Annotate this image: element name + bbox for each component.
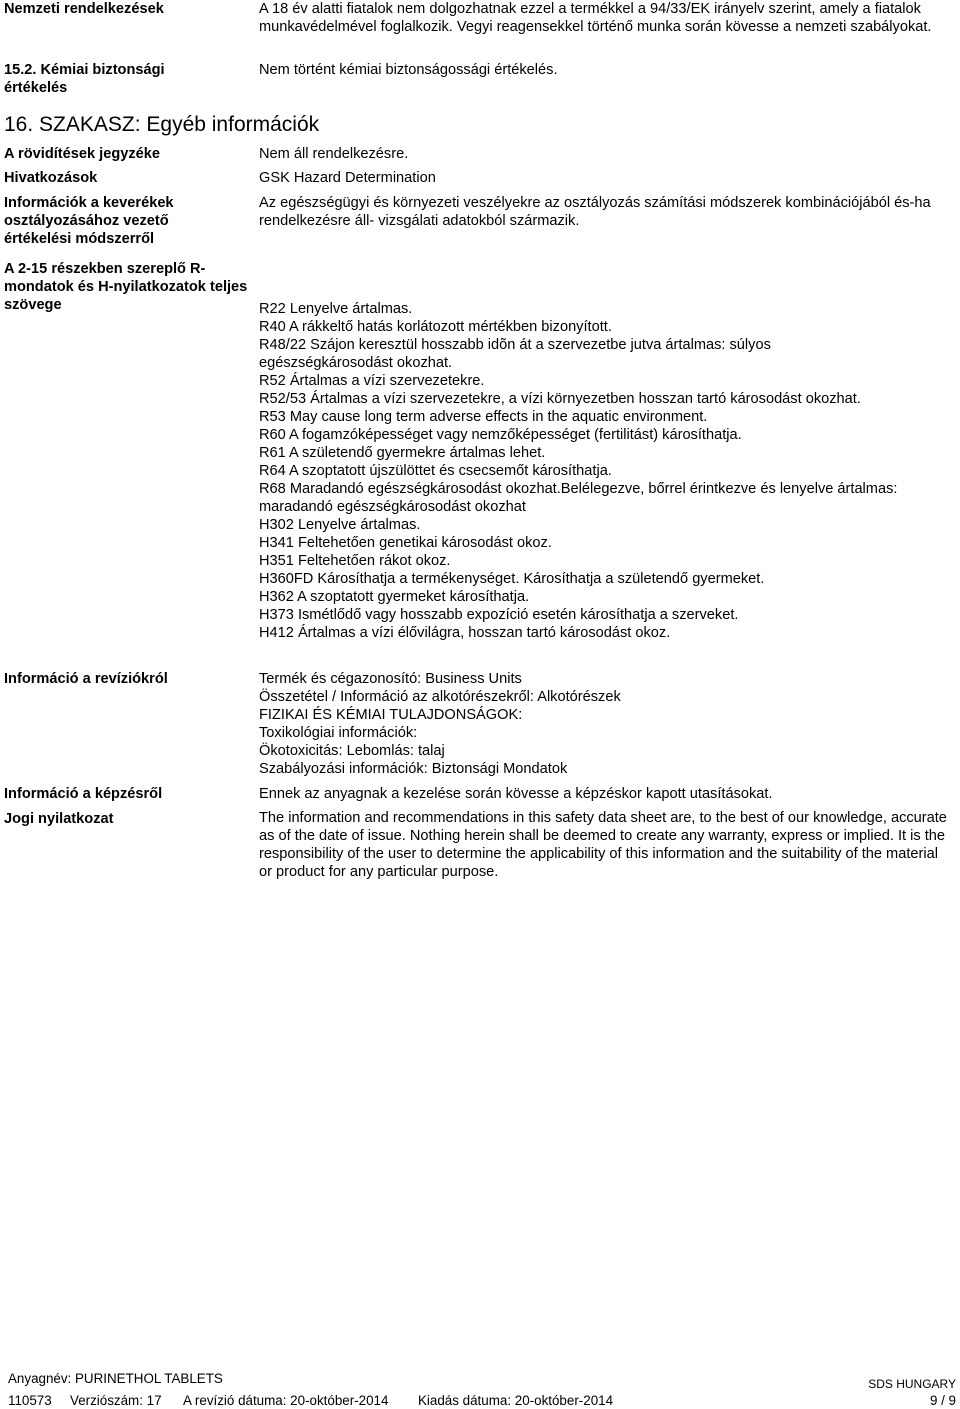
classification-method-text: Az egészségügyi és környezeti veszélyekre az osztályozás számítási módszerek kombinációjából és-ha rendelkezésre áll- vizsgálati adatokból származik.	[259, 195, 931, 229]
chemical-safety-text: Nem történt kémiai biztonságossági értékelés.	[259, 62, 558, 78]
abbreviations-text: Nem áll rendelkezésre.	[259, 146, 409, 162]
revision-item: Ökotoxicitás: Lebomlás: talaj	[259, 743, 445, 759]
phrase-item: R68 Maradandó egészségkárosodást okozhat.Belélegezve, bőrrel érintkezve és lenyelve ártalmas: maradandó egészségkárosodást okozhat	[259, 481, 898, 515]
legal-label: Jogi nyilatkozat	[4, 811, 114, 827]
phrase-item: R64 A szoptatott újszülöttet és csecsemőt károsíthatja.	[259, 463, 612, 479]
national-regulations-text: A 18 év alatti fiatalok nem dolgozhatnak ezzel a termékkel a 94/33/EK irányelv szerint, amely a fiatalok munkavédelmével foglalkozik. Vegyi reagensekkel történő munka során kövesse a nemzeti szabályokat.	[259, 1, 932, 35]
references-text: GSK Hazard Determination	[259, 170, 436, 186]
revision-item: Szabályozási információk: Biztonsági Mondatok	[259, 761, 568, 777]
phrase-item: R48/22 Szájon keresztül hosszabb idõn át a szervezetbe jutva ártalmas: súlyos egészségkárosodást okozhat.	[259, 337, 771, 371]
footer-issue-date: Kiadás dátuma: 20-október-2014	[418, 1393, 614, 1408]
phrases-label: A 2-15 részekben szereplő R-mondatok és H-nyilatkozatok teljes szövege	[4, 261, 248, 313]
phrase-item: H412 Ártalmas a vízi élővilágra, hosszan tartó károsodást okoz.	[259, 625, 671, 641]
phrase-item: H302 Lenyelve ártalmas.	[259, 517, 421, 533]
footer-product-name: Anyagnév: PURINETHOL TABLETS	[8, 1371, 223, 1386]
phrase-item: H373 Ismétlődő vagy hosszabb expozíció esetén károsíthatja a szerveket.	[259, 607, 739, 623]
abbreviations-label: A rövidítések jegyzéke	[4, 146, 161, 162]
footer-revision-date: A revízió dátuma: 20-október-2014	[183, 1393, 389, 1408]
phrase-item: H360FD Károsíthatja a termékenységet. Károsíthatja a születendő gyermeket.	[259, 571, 765, 587]
footer-doc-type: SDS HUNGARY	[868, 1377, 956, 1391]
revision-item: FIZIKAI ÉS KÉMIAI TULAJDONSÁGOK:	[259, 707, 523, 723]
phrase-item: H362 A szoptatott gyermeket károsíthatja.	[259, 589, 530, 605]
training-label: Információ a képzésről	[4, 786, 163, 802]
revisions-list	[259, 670, 954, 778]
chemical-safety-label: 15.2. Kémiai biztonsági értékelés	[4, 62, 165, 96]
phrase-item: R40 A rákkeltő hatás korlátozott mértékben bizonyított.	[259, 319, 612, 335]
footer-product-id: 110573	[8, 1393, 52, 1408]
footer-version: Verziószám: 17	[70, 1393, 162, 1408]
section-16-heading: 16. SZAKASZ: Egyéb információk	[4, 113, 320, 136]
references-label: Hivatkozások	[4, 170, 98, 186]
training-text: Ennek az anyagnak a kezelése során kövesse a képzéskor kapott utasításokat.	[259, 786, 773, 802]
national-regulations-label: Nemzeti rendelkezések	[4, 1, 164, 17]
phrase-item: R60 A fogamzóképességet vagy nemzőképességet (fertilitást) károsíthatja.	[259, 427, 742, 443]
phrase-item: R53 May cause long term adverse effects in the aquatic environment.	[259, 409, 708, 425]
footer-page-number: 9 / 9	[929, 1393, 956, 1408]
phrase-item: R61 A születendő gyermekre ártalmas lehet.	[259, 445, 546, 461]
phrase-item: R52/53 Ártalmas a vízi szervezetekre, a vízi környezetben hosszan tartó károsodást okozhat.	[259, 391, 861, 407]
phrase-item: H341 Feltehetően genetikai károsodást okoz.	[259, 535, 552, 551]
revision-item: Összetétel / Információ az alkotórészekről: Alkotórészek	[259, 689, 621, 705]
classification-method-label: Információk a keverékek osztályozásához vezető értékelési módszerről	[4, 195, 174, 247]
phrases-list	[259, 300, 954, 642]
phrase-item: R52 Ártalmas a vízi szervezetekre.	[259, 373, 485, 389]
phrase-item: R22 Lenyelve ártalmas.	[259, 301, 413, 317]
revisions-label: Információ a revíziókról	[4, 671, 168, 687]
revision-item: Termék és cégazonosító: Business Units	[259, 671, 522, 687]
revision-item: Toxikológiai információk:	[259, 725, 418, 741]
legal-text: The information and recommendations in this safety data sheet are, to the best of our knowledge, accurate as of the date of issue. Nothing herein shall be deemed to create any warranty, express or implied. It is the responsibility of the user to determine the applicability of this information and the suitability of the material or product for any particular purpose.	[259, 810, 947, 880]
phrase-item: H351 Feltehetően rákot okoz.	[259, 553, 451, 569]
